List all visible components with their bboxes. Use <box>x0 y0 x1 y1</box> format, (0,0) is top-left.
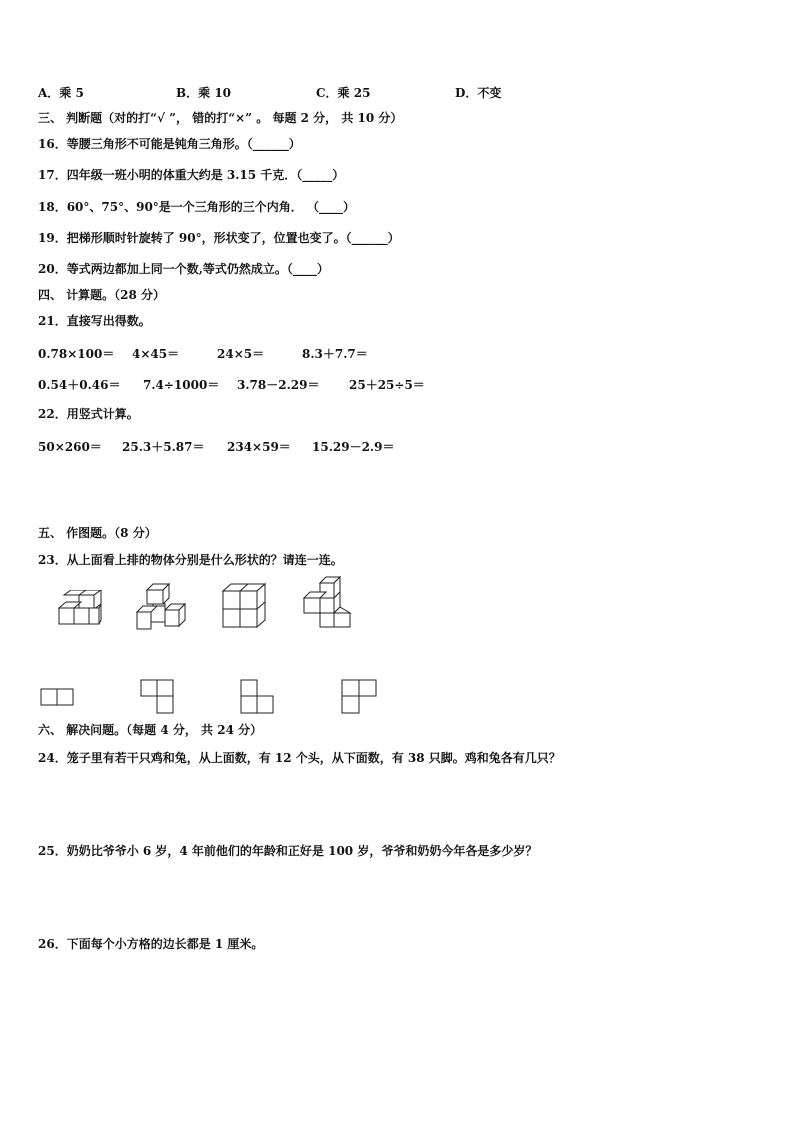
section3-title: 三、 判断题（对的打“√ ”， 错的打“×” 。 每题 2 分， 共 10 分） <box>38 111 403 125</box>
section4-title: 四、 计算题。（28 分） <box>38 288 166 302</box>
option-b: B．乘 10 <box>176 86 232 100</box>
calc-item: 3.78－2.29＝ <box>237 378 320 392</box>
calc-item: 7.4÷1000＝ <box>143 378 220 392</box>
question-25: 25．奶奶比爷爷小 6 岁，4 年前他们的年龄和正好是 100 岁，爷爷和奶奶今年各是多少岁？ <box>38 844 538 858</box>
calc-item: 8.3＋7.7＝ <box>302 347 368 361</box>
question-21: 21．直接写出得数。 <box>38 314 151 328</box>
question-22: 22．用竖式计算。 <box>38 407 139 421</box>
calc-item: 0.54＋0.46＝ <box>38 378 121 392</box>
question-24: 24．笼子里有若干只鸡和兔，从上面数，有 12 个头，从下面数，有 38 只脚。鸡和兔各有几只？ <box>38 751 561 765</box>
question-17: 17．四年级一班小明的体重大约是 3.15 千克．（_____） <box>38 168 345 182</box>
question-23: 23．从上面看上排的物体分别是什么形状的？请连一连。 <box>38 553 343 567</box>
question-19: 19．把梯形顺时针旋转了 90°，形状变了，位置也变了。（______） <box>38 231 400 245</box>
option-c: C．乘 25 <box>316 86 371 100</box>
calc-item: 234×59＝ <box>227 440 291 454</box>
cube-figure-3 <box>220 583 270 631</box>
question-16: 16．等腰三角形不可能是钝角三角形。（______） <box>38 137 301 151</box>
calc-item: 0.78×100＝ <box>38 347 115 361</box>
question-20: 20．等式两边都加上同一个数,等式仍然成立。（____） <box>38 262 329 276</box>
option-a: A．乘 5 <box>38 86 84 100</box>
calc-item: 25＋25÷5＝ <box>349 378 425 392</box>
top-view-3 <box>240 679 276 717</box>
section6-title: 六、 解决问题。（每题 4 分， 共 24 分） <box>38 723 263 737</box>
top-view-2 <box>140 679 176 717</box>
calc-item: 24×5＝ <box>217 347 265 361</box>
top-view-4 <box>341 679 379 717</box>
calc-item: 25.3＋5.87＝ <box>122 440 205 454</box>
cube-figure-2 <box>135 583 187 633</box>
question-26: 26．下面每个小方格的边长都是 1 厘米。 <box>38 937 264 951</box>
top-view-1 <box>40 688 76 708</box>
calc-item: 15.29－2.9＝ <box>312 440 395 454</box>
cube-figure-1 <box>56 590 106 630</box>
calc-item: 4×45＝ <box>132 347 180 361</box>
option-d: D．不变 <box>455 86 502 100</box>
cube-figure-4 <box>300 576 354 632</box>
question-18: 18．60°、75°、90°是一个三角形的三个内角． （____） <box>38 200 355 214</box>
calc-item: 50×260＝ <box>38 440 102 454</box>
section5-title: 五、 作图题。（8 分） <box>38 526 157 540</box>
